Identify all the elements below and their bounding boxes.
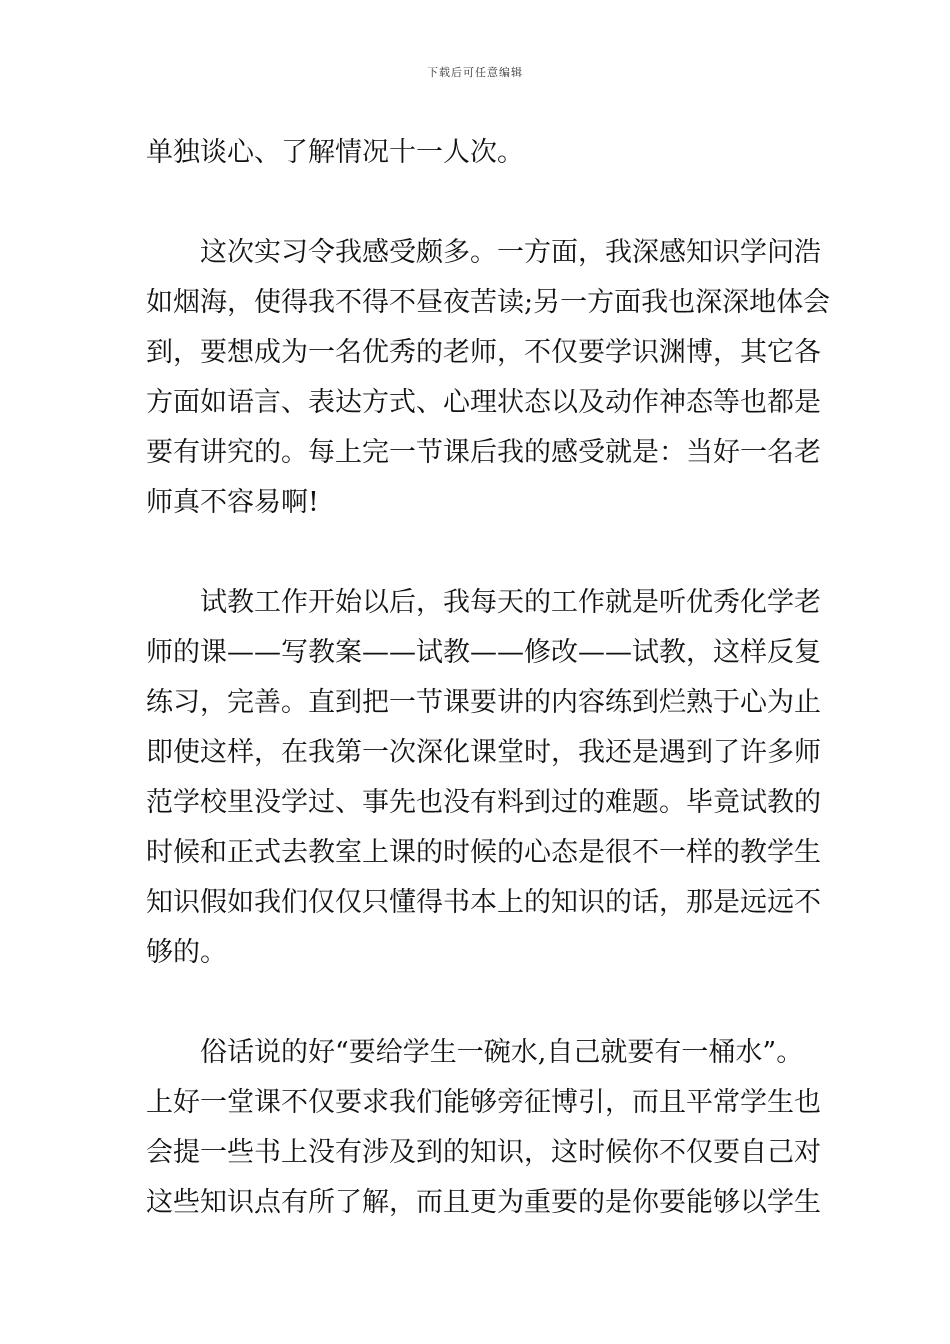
- paragraph-2-line-6: 师真不容易啊!: [146, 487, 319, 518]
- paragraph-4-line-2: 上好一堂课不仅要求我们能够旁征博引，而且平常学生也: [146, 1087, 821, 1118]
- paragraph-2-line-1: 这次实习令我感受颇多。一方面，我深感知识学问浩: [200, 237, 821, 268]
- paragraph-2-line-3: 到，要想成为一名优秀的老师，不仅要学识渊博，其它各: [146, 337, 821, 368]
- paragraph-1-line-1: 单独谈心、了解情况十一人次。: [146, 137, 524, 168]
- paragraph-gap: [146, 528, 808, 578]
- paragraph-3-line-2: 师的课——写教案——试教——修改——试教，这样反复: [146, 637, 821, 668]
- paragraph-3-line-1: 试教工作开始以后，我每天的工作就是听优秀化学老: [200, 587, 821, 618]
- paragraph-3-line-8: 够的。: [146, 937, 227, 968]
- paragraph-2-line-4: 方面如语言、表达方式、心理状态以及动作神态等也都是: [146, 387, 821, 418]
- paragraph-3-line-5: 范学校里没学过、事先也没有料到过的难题。毕竟试教的: [146, 787, 821, 818]
- page-header: 下载后可任意编辑: [427, 66, 523, 79]
- paragraph-3-line-4: 即使这样，在我第一次深化课堂时，我还是遇到了许多师: [146, 737, 821, 768]
- paragraph-gap: [146, 178, 808, 228]
- paragraph-4-line-1: 俗话说的好“要给学生一碗水,自己就要有一桶水”。: [200, 1037, 804, 1068]
- paragraph-2-line-5: 要有讲究的。每上完一节课后我的感受就是：当好一名老: [146, 437, 821, 468]
- paragraph-3-line-7: 知识假如我们仅仅只懂得书本上的知识的话，那是远远不: [146, 887, 821, 918]
- paragraph-3-line-6: 时候和正式去教室上课的时候的心态是很不一样的教学生: [146, 837, 821, 868]
- paragraph-4-line-4: 这些知识点有所了解，而且更为重要的是你要能够以学生: [146, 1187, 821, 1218]
- paragraph-2-line-2: 如烟海，使得我不得不昼夜苦读;另一方面我也深深地体会: [146, 287, 831, 318]
- paragraph-3-line-3: 练习，完善。直到把一节课要讲的内容练到烂熟于心为止: [146, 687, 821, 718]
- paragraph-4-line-3: 会提一些书上没有涉及到的知识，这时候你不仅要自己对: [146, 1137, 821, 1168]
- paragraph-gap: [146, 978, 808, 1028]
- document-body: [146, 128, 831, 1228]
